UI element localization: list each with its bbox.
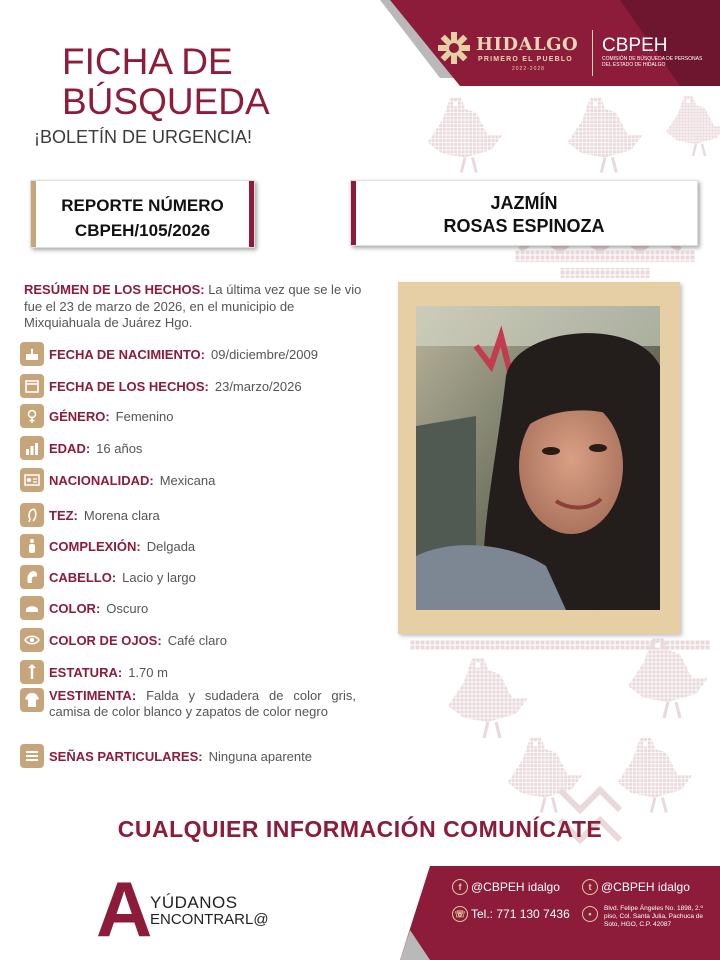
shirt-icon [20, 688, 44, 712]
location-pin-icon: • [582, 906, 598, 922]
fact-row [20, 503, 160, 527]
fact-label: COMPLEXIÓN: [49, 538, 141, 554]
fact-label: NACIONALIDAD: [49, 472, 154, 488]
fact-row [20, 596, 148, 620]
summary-label: RESÚMEN DE LOS HECHOS: [24, 282, 205, 297]
page-title [62, 42, 270, 122]
person-last-names: ROSAS ESPINOZA [443, 216, 605, 236]
height-icon [20, 660, 44, 684]
calendar-icon [20, 374, 44, 398]
fact-value: Café claro [167, 632, 227, 648]
missing-person-photo [416, 306, 660, 610]
report-number-card [30, 180, 255, 248]
title-line-1: FICHA DE [62, 41, 233, 82]
fact-row [20, 436, 142, 460]
twitter-contact[interactable] [582, 879, 690, 895]
fact-label: SEÑAS PARTICULARES: [49, 748, 203, 764]
call-to-action: CUALQUIER INFORMACIÓN COMUNÍCATE [117, 816, 603, 842]
fact-label: COLOR DE OJOS: [49, 632, 162, 648]
fact-value: Ninguna aparente [208, 748, 312, 764]
facebook-contact[interactable] [452, 879, 560, 895]
fact-value: Femenino [115, 408, 174, 424]
fact-row [20, 374, 302, 398]
report-label: REPORTE NÚMERO [61, 196, 224, 215]
address-text: Blvd. Felipe Ángeles No. 1898, 2.º piso, Col. Santa Julia, Pachuca de Soto, HGO, C.P. 42087 [604, 905, 704, 928]
fact-label: TEZ: [49, 507, 78, 523]
fact-value: Morena clara [83, 507, 160, 523]
fact-value: Falda y sudadera de color gris, camisa de color blanco y zapatos de color negro [49, 688, 356, 719]
marks-icon [20, 744, 44, 768]
twitter-icon: t [582, 879, 598, 895]
id-card-icon [20, 468, 44, 492]
fact-value: 1.70 m [128, 664, 168, 680]
fact-value: 16 años [96, 440, 143, 456]
fact-row [20, 534, 195, 558]
fact-row [20, 565, 196, 589]
fact-row [20, 628, 227, 652]
person-first-name: JAZMÍN [490, 193, 558, 213]
fact-value: Delgada [146, 538, 196, 554]
phone-icon: ☏ [452, 906, 468, 922]
logo-divider [592, 30, 593, 76]
body-icon [20, 534, 44, 558]
address-pin [582, 906, 601, 922]
fact-row [20, 404, 173, 428]
fact-value: 09/diciembre/2009 [211, 346, 318, 362]
help-logo-line2: ENCONTRARL@ [150, 911, 269, 928]
fact-label: CABELLO: [49, 569, 117, 585]
org-acronym: CBPEH [602, 35, 668, 56]
hair-color-icon [20, 596, 44, 620]
logo-slogan: PRIMERO EL PUEBLO [478, 56, 573, 63]
fact-clothing [20, 688, 356, 720]
cake-icon [20, 342, 44, 366]
fact-label: FECHA DE NACIMIENTO: [49, 346, 205, 362]
org-description: COMISIÓN DE BÚSQUEDA DE PERSONAS DEL ESTADO DE HIDALGO [602, 56, 703, 68]
report-number: CBPEH/105/2026 [74, 221, 211, 240]
twitter-handle: @CBPEH idalgo [601, 880, 690, 894]
hair-icon [20, 565, 44, 589]
fact-value: Oscuro [106, 600, 149, 616]
eye-icon [20, 628, 44, 652]
age-bars-icon [20, 436, 44, 460]
fact-value: Lacio y largo [122, 569, 196, 585]
fact-label: GÉNERO: [49, 408, 110, 424]
fact-label: VESTIMENTA: [49, 688, 137, 703]
title-line-2: BÚSQUEDA [62, 81, 270, 122]
phone-contact[interactable] [452, 906, 570, 922]
summary-text: La última vez que se le vio fue el 23 de marzo de 2026, en el municipio de Mixquiahuala de Juárez Hgo. [24, 282, 362, 330]
fact-label: COLOR: [49, 600, 101, 616]
face-profile-icon [20, 503, 44, 527]
page-subtitle: ¡BOLETÍN DE URGENCIA! [34, 127, 253, 147]
help-logo-letter: A [96, 865, 153, 953]
fact-label: ESTATURA: [49, 664, 123, 680]
fact-row [20, 468, 215, 492]
fact-label: FECHA DE LOS HECHOS: [49, 378, 209, 394]
logo-name: HIDALGO [476, 34, 579, 55]
photo-frame [398, 282, 680, 634]
gender-icon [20, 404, 44, 428]
fact-row [20, 660, 168, 684]
hidalgo-star-icon [436, 30, 472, 66]
fact-row [20, 342, 318, 366]
help-logo-line1: YÚDANOS [150, 893, 238, 912]
summary-of-events [24, 282, 364, 332]
fact-value: 23/marzo/2026 [214, 378, 302, 394]
facebook-icon: f [452, 879, 468, 895]
person-name-card [350, 180, 698, 246]
fact-label: EDAD: [49, 440, 91, 456]
phone-number: Tel.: 771 130 7436 [471, 907, 570, 921]
fact-marks [20, 744, 312, 768]
logo-years: 2022-2028 [512, 66, 545, 72]
facebook-handle: @CBPEH idalgo [471, 880, 560, 894]
fact-value: Mexicana [159, 472, 216, 488]
